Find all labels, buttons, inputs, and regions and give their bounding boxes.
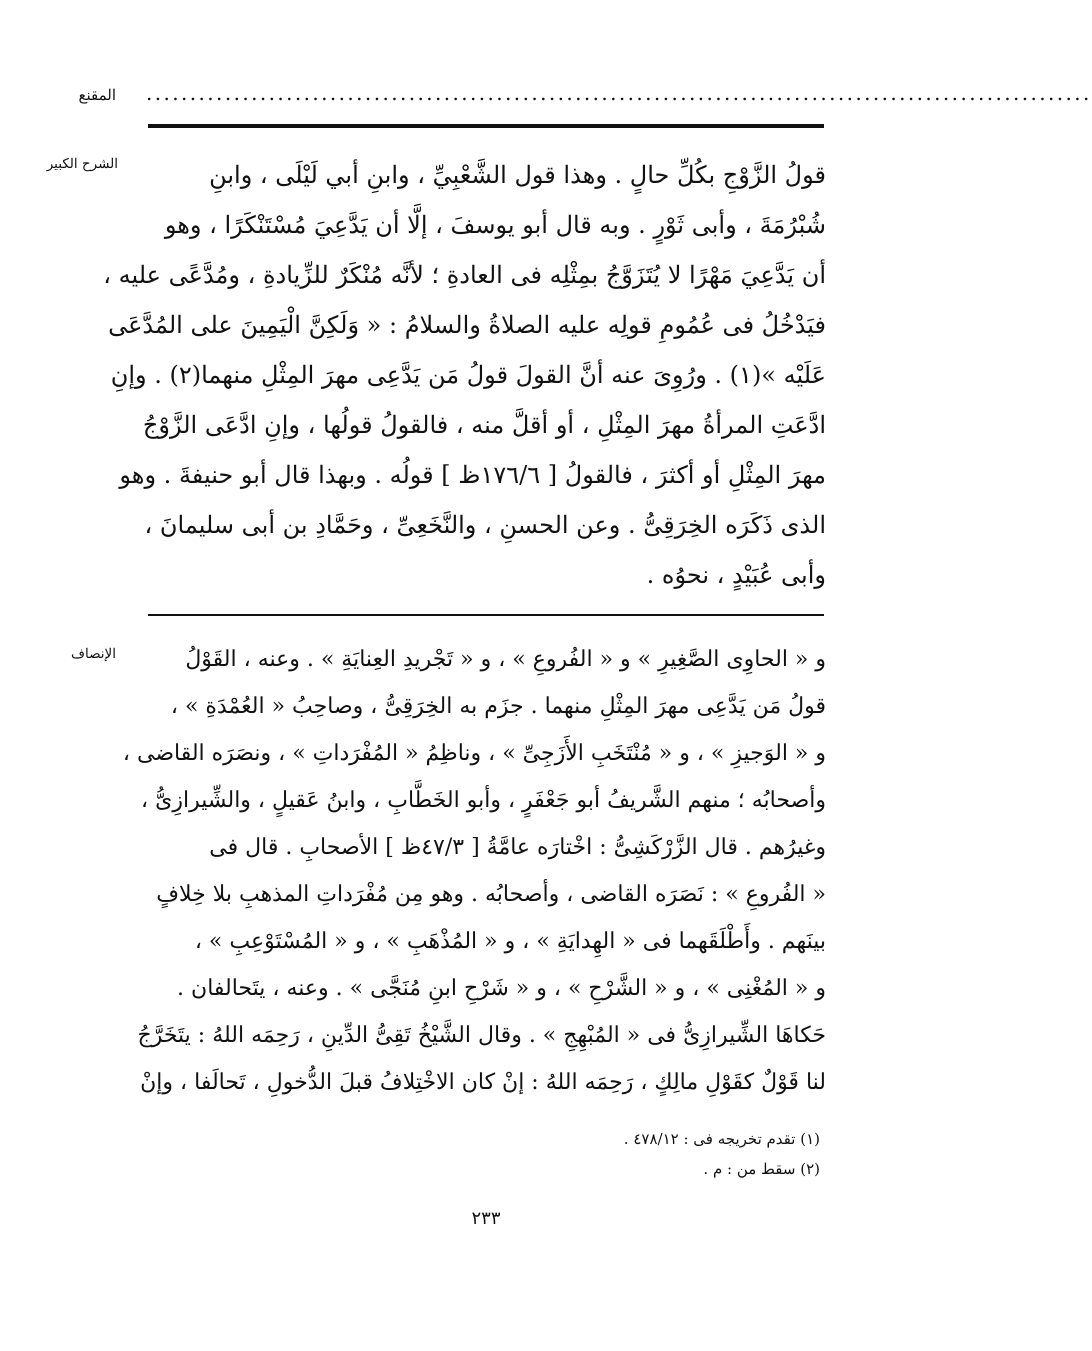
text-line: شُبْرُمَةَ ، وأبى ثَوْرٍ . وبه قال أبو يوسفَ ، إلَّا أن يَدَّعِيَ مُسْتَنْكَرًا ، وهو xyxy=(164,211,826,239)
text-line: و « الوَجيزِ » ، و « مُنْتَخَبِ الأَزَجِىِّ » ، وناظِمُ « المُفْرَداتِ » ، ونصَرَه القاضى ، xyxy=(122,741,826,766)
side-label-sharh: الشرح الكبير xyxy=(46,156,118,172)
text-line: الذى ذَكَرَه الخِرَقِىُّ . وعن الحسنِ ، والنَّخَعِىِّ ، وحَمَّادِ بن أبى سليمانَ ، xyxy=(144,511,826,539)
text-line: وغيرُهم . قال الزَّرْكَشِىُّ : اخْتارَه عامَّةُ [ ٤٧/٣ظ ] الأصحابِ . قال فى xyxy=(209,835,826,860)
text-line: أن يَدَّعِيَ مَهْرًا لا يُتَزَوَّجُ بمِثْلِه فى العادةِ ؛ لأنَّه مُنْكَرٌ للزِّيادةِ ، ومُدَّعًى عليه ، xyxy=(103,261,826,289)
text-line: لنا قَوْلٌ كقَوْلِ مالِكٍ ، رَحِمَه اللهُ : إنْ كان الاخْتِلافُ قبلَ الدُّخولِ ، تَحالَفا ، وإنْ xyxy=(140,1070,826,1095)
text-line: وأبى عُبَيْدٍ ، نحوُه . xyxy=(646,561,826,589)
footnotes xyxy=(624,1124,820,1184)
text-line: قولُ مَن يَدَّعِى مهرَ المِثْلِ منهما . جزَم به الخِرَقِىُّ ، وصاحِبُ « العُمْدَةِ » ، xyxy=(170,694,826,719)
text-line: عَلَيْه »(١) . ورُوِىَ عنه أنَّ القولَ قولُ مَن يَدَّعِى مهرَ المِثْلِ منهما(٢) . وإنِ xyxy=(110,361,826,389)
insaf-text-block xyxy=(122,636,826,1106)
text-line: و « المُغْنِى » ، و « الشَّرْحِ » ، و « شَرْحِ ابنِ مُنَجَّى » . وعنه ، يتَحالفان . xyxy=(177,976,826,1001)
section-divider xyxy=(148,614,824,616)
sharh-text-block xyxy=(103,150,826,600)
text-line: « الفُروعِ » : نَصَرَه القاضى ، وأصحابُه . وهو مِن مُفْرَداتِ المذهبِ بلا خِلافٍ xyxy=(156,882,826,907)
text-line: حَكاهَا الشِّيرازِىُّ فى « المُبْهِجِ » . وقال الشَّيْخُ تَقِىُّ الدِّينِ ، رَحِمَه اللهُ : يتَخَرَّجُ xyxy=(137,1023,826,1048)
text-line: مهرَ المِثْلِ أو أكثرَ ، فالقولُ [ ١٧٦/٦ظ ] قولُه . وبهذا قال أبو حنيفةَ . وهو xyxy=(119,461,826,489)
text-line: بينَهم . وأَطْلَقَهما فى « الهِدايَةِ » ، و « المُذْهَبِ » ، و « المُسْتَوْعِبِ » ، xyxy=(194,929,826,954)
text-line: وأصحابُه ؛ منهم الشَّريفُ أبو جَعْفَرٍ ، وأبو الخَطَّابِ ، وابنُ عَقيلٍ ، والشِّيرازِىُّ ، xyxy=(141,788,826,813)
text-line: قولُ الزَّوْجِ بكُلِّ حالٍ . وهذا قول الشَّعْبِيِّ ، وابنِ أبي لَيْلَى ، وابنِ xyxy=(209,161,826,189)
footnote: (١) تقدم تخريجه فى : ٤٧٨/١٢ . xyxy=(623,1130,820,1148)
text-line: ادَّعَتِ المرأةُ مهرَ المِثْلِ ، أو أقلَّ منه ، فالقولُ قولُها ، وإنِ ادَّعَى الزَّوْجُ xyxy=(142,411,826,439)
side-label-insaf: الإنصاف xyxy=(70,646,116,662)
header-rule xyxy=(148,124,824,128)
text-line: و « الحاوِى الصَّغِيرِ » و « الفُروعِ » ، و « تَجْريدِ العِنايَةِ » . وعنه ، القَوْلُ xyxy=(185,647,826,672)
text-line: فيَدْخُلُ فى عُمُومِ قولِه عليه الصلاةُ والسلامُ : « وَلَكِنَّ الْيَمِينَ على المُدَّعَى xyxy=(108,311,826,339)
running-header-dots: ............................................................................................................ xyxy=(146,81,1092,105)
page-number: ٢٣٣ xyxy=(471,1208,501,1229)
running-header-title: المقنع xyxy=(78,86,116,104)
footnote: (٢) سقط من : م . xyxy=(703,1160,820,1178)
